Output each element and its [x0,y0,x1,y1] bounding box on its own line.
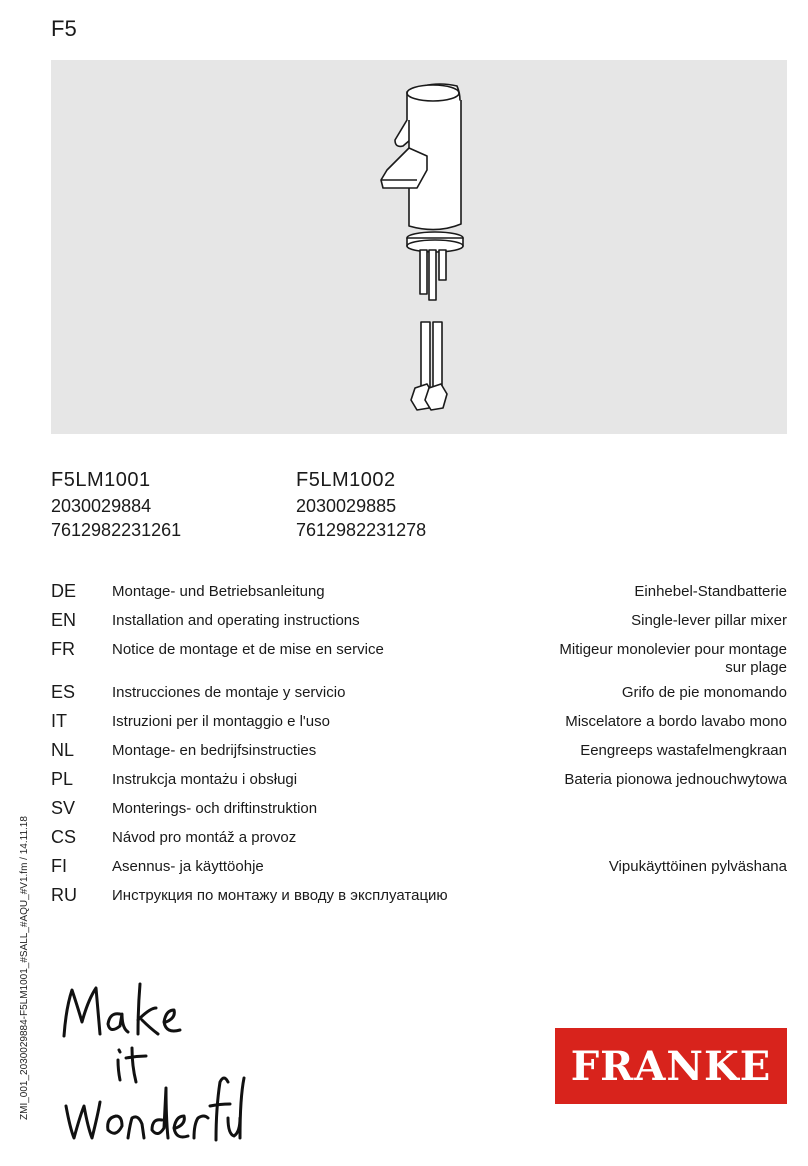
slogan-handwriting [58,978,248,1153]
language-code: RU [51,885,77,905]
language-row-sv [51,797,787,826]
instructions-title: Istruzioni per il montaggio e l'uso [112,713,330,730]
product-name: Eengreeps wastafelmengkraan [580,742,787,759]
ean-number: 7612982231278 [296,520,427,540]
model-number: F5LM1002 [296,469,396,491]
instructions-title: Instrukcja montażu i obsługi [112,771,298,788]
instructions-title: Monterings- och driftinstruktion [112,800,318,817]
article-number: 2030029884 [51,496,152,516]
product-name [512,826,787,829]
language-row-nl [51,739,787,768]
product-name: Single-lever pillar mixer [631,612,787,629]
language-row-fr [51,638,787,681]
language-code: IT [51,711,67,731]
product-name: Vipukäyttöinen pylväshana [608,858,787,875]
product-name: Mitigeur monolevier pour montage sur plage [559,641,787,676]
instructions-title: Notice de montage et de mise en service [112,641,384,658]
model-number: F5LM1001 [51,469,151,491]
language-code: SV [51,798,76,818]
instructions-title: Инструкция по монтажу и вводу в эксплуатацию [112,887,448,904]
language-code: ES [51,682,76,702]
language-code: NL [51,740,75,760]
article-number: 2030029885 [296,496,397,516]
instructions-title: Návod pro montáž a provoz [112,829,297,846]
language-code: FI [51,856,67,876]
language-code: CS [51,827,77,847]
language-row-en [51,609,787,638]
instructions-title: Asennus- ja käyttöohje [112,858,264,875]
ean-number: 7612982231261 [51,520,182,540]
language-code: DE [51,581,77,601]
product-name: Einhebel-Standbatterie [634,583,787,600]
language-row-cs [51,826,787,855]
language-row-pl [51,768,787,797]
faucet-drawing [51,60,787,434]
instructions-title: Montage- und Betriebsanleitung [112,583,325,600]
page-title: F5 [51,16,77,41]
product-name: Grifo de pie monomando [621,684,787,701]
product-name [572,884,787,887]
instructions-title: Instrucciones de montaje y servicio [112,684,346,701]
product-name: Bateria pionowa jednouchwytowa [564,771,787,788]
language-row-it [51,710,787,739]
language-row-de [51,580,787,609]
make-it-wonderful-signature [58,978,248,1148]
language-table [51,580,787,913]
language-code: PL [51,769,74,789]
product-name [512,797,787,800]
language-row-fi [51,855,787,884]
product-name: Miscelatore a bordo lavabo mono [565,713,787,730]
product-illustration [51,60,787,434]
language-code: EN [51,610,77,630]
instructions-title: Installation and operating instructions [112,612,360,629]
franke-logo [555,1028,787,1104]
language-code: FR [51,639,75,659]
product-block-1 [51,468,181,542]
instructions-title: Montage- en bedrijfsinstructies [112,742,317,759]
brand-name: FRANKE [570,1042,772,1090]
product-block-2 [296,468,426,542]
language-row-ru [51,884,787,913]
language-row-es [51,681,787,710]
document-code: ZMI_001_2030029884-F5LM1001_#SALL_#AQU_#V1.fm / 14.11.18 [19,816,30,1120]
